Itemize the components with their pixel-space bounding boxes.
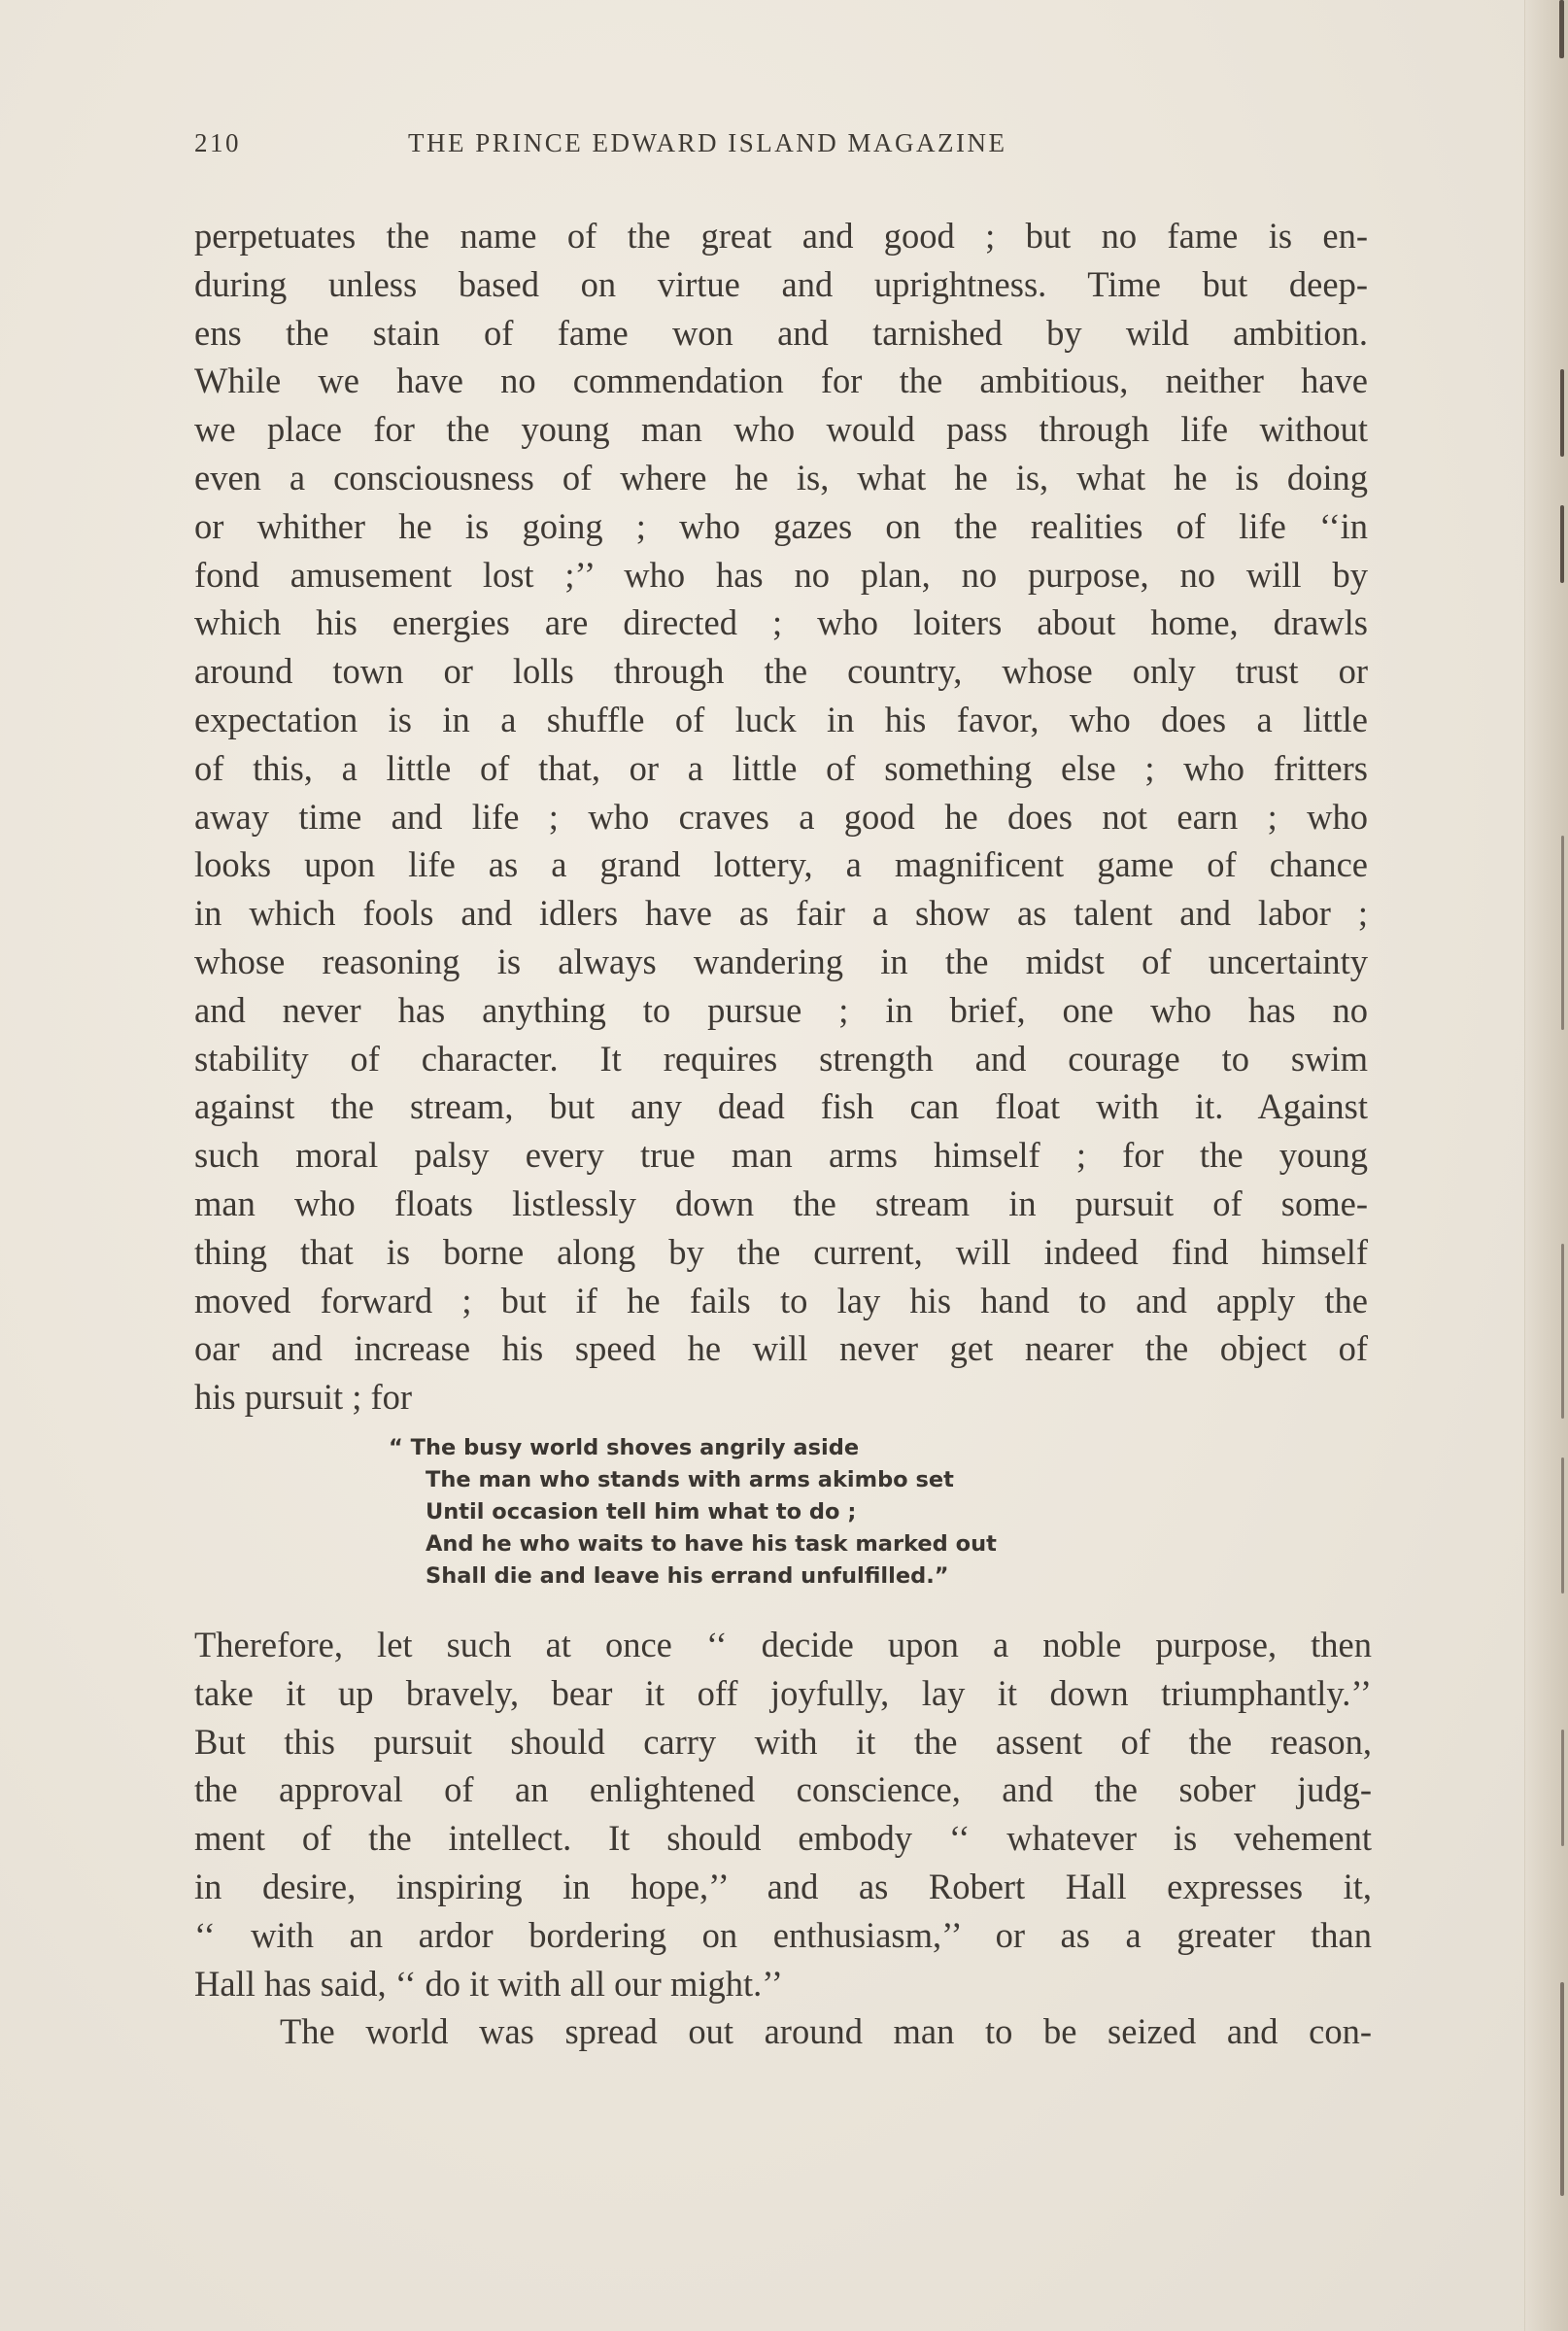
- text-line: stability of character. It requires strength and courage to swim: [194, 1038, 1368, 1079]
- text-line: the approval of an enlightened conscience, and the sober judg-: [194, 1769, 1372, 1810]
- text-line: perpetuates the name of the great and good ; but no fame is en-: [194, 216, 1368, 256]
- text-line: take it up bravely, bear it off joyfully, lay it down triumphantly.’’: [194, 1672, 1372, 1713]
- text-line: whose reasoning is always wandering in the midst of uncertainty: [194, 941, 1368, 981]
- text-line: away time and life ; who craves a good he does not earn ; who: [194, 796, 1368, 837]
- text-line: ment of the intellect. It should embody ‘‘ whatever is vehement: [194, 1818, 1372, 1859]
- text-line: thing that is borne along by the current, will indeed find himself: [194, 1231, 1368, 1272]
- text-line: or whither he is going ; who gazes on the realities of life ‘‘in: [194, 505, 1368, 546]
- text-line: expectation is in a shuffle of luck in his favor, who does a little: [194, 699, 1368, 739]
- poem-line: The man who stands with arms akimbo set: [426, 1467, 954, 1492]
- binding-mark: [1561, 836, 1564, 1030]
- page-number: 210: [194, 128, 241, 157]
- binding-mark: [1559, 0, 1564, 58]
- text-line: during unless based on virtue and uprightness. Time but deep-: [194, 263, 1368, 304]
- text-line: such moral palsy every true man arms himself ; for the young: [194, 1135, 1368, 1176]
- text-line: looks upon life as a grand lottery, a magnificent game of chance: [194, 844, 1368, 885]
- text-line: ‘‘ with an ardor bordering on enthusiasm,’’ or as a greater than: [194, 1914, 1372, 1955]
- text-line: While we have no commendation for the ambitious, neither have: [194, 360, 1368, 401]
- text-line: fond amusement lost ;’’ who has no plan, no purpose, no will by: [194, 554, 1368, 595]
- text-line: and never has anything to pursue ; in brief, one who has no: [194, 989, 1368, 1030]
- poem-line: “ The busy world shoves angrily aside: [389, 1435, 860, 1460]
- binding-mark: [1560, 1982, 1564, 2196]
- poem-line: Until occasion tell him what to do ;: [426, 1499, 857, 1525]
- text-line: Hall has said, ‘‘ do it with all our might.’’: [194, 1963, 783, 2004]
- magazine-title: THE PRINCE EDWARD ISLAND MAGAZINE: [408, 128, 1007, 157]
- binding-mark: [1561, 1244, 1564, 1419]
- text-line: oar and increase his speed he will never get nearer the object of: [194, 1328, 1368, 1369]
- poem-quote: [389, 1432, 997, 1593]
- text-line: of this, a little of that, or a little of something else ; who fritters: [194, 747, 1368, 788]
- text-line: moved forward ; but if he fails to lay his hand to and apply the: [194, 1280, 1368, 1320]
- paragraph-1: [194, 212, 1368, 1422]
- paragraph-3-line: The world was spread out around man to be seized and con-: [280, 2011, 1372, 2052]
- text-line: around town or lolls through the country, whose only trust or: [194, 651, 1368, 692]
- text-line: Therefore, let such at once ‘‘ decide upon a noble purpose, then: [194, 1625, 1372, 1664]
- page-gutter-edge: [1524, 0, 1568, 2331]
- text-line: we place for the young man who would pass through life without: [194, 409, 1368, 450]
- poem-line: And he who waits to have his task marked out: [426, 1531, 997, 1557]
- binding-mark: [1561, 1457, 1564, 1594]
- binding-mark: [1560, 505, 1564, 583]
- binding-mark: [1561, 1730, 1564, 1846]
- text-line: in which fools and idlers have as fair a show as talent and labor ;: [194, 893, 1368, 934]
- binding-mark: [1560, 369, 1564, 457]
- poem-line: Shall die and leave his errand unfulfilled.”: [426, 1563, 949, 1589]
- text-line: ens the stain of fame won and tarnished by wild ambition.: [194, 312, 1368, 353]
- paragraph-2: [194, 1621, 1372, 2056]
- text-line: against the stream, but any dead fish can float with it. Against: [194, 1086, 1368, 1127]
- text-line: But this pursuit should carry with it the assent of the reason,: [194, 1721, 1372, 1762]
- text-line: in desire, inspiring in hope,’’ and as Robert Hall expresses it,: [194, 1866, 1372, 1906]
- text-line: man who floats listlessly down the stream in pursuit of some-: [194, 1183, 1368, 1223]
- text-line: his pursuit ; for: [194, 1377, 413, 1418]
- running-head: [194, 128, 1370, 171]
- text-line: which his energies are directed ; who loiters about home, drawls: [194, 602, 1368, 643]
- text-line: even a consciousness of where he is, what he is, what he is doing: [194, 457, 1368, 497]
